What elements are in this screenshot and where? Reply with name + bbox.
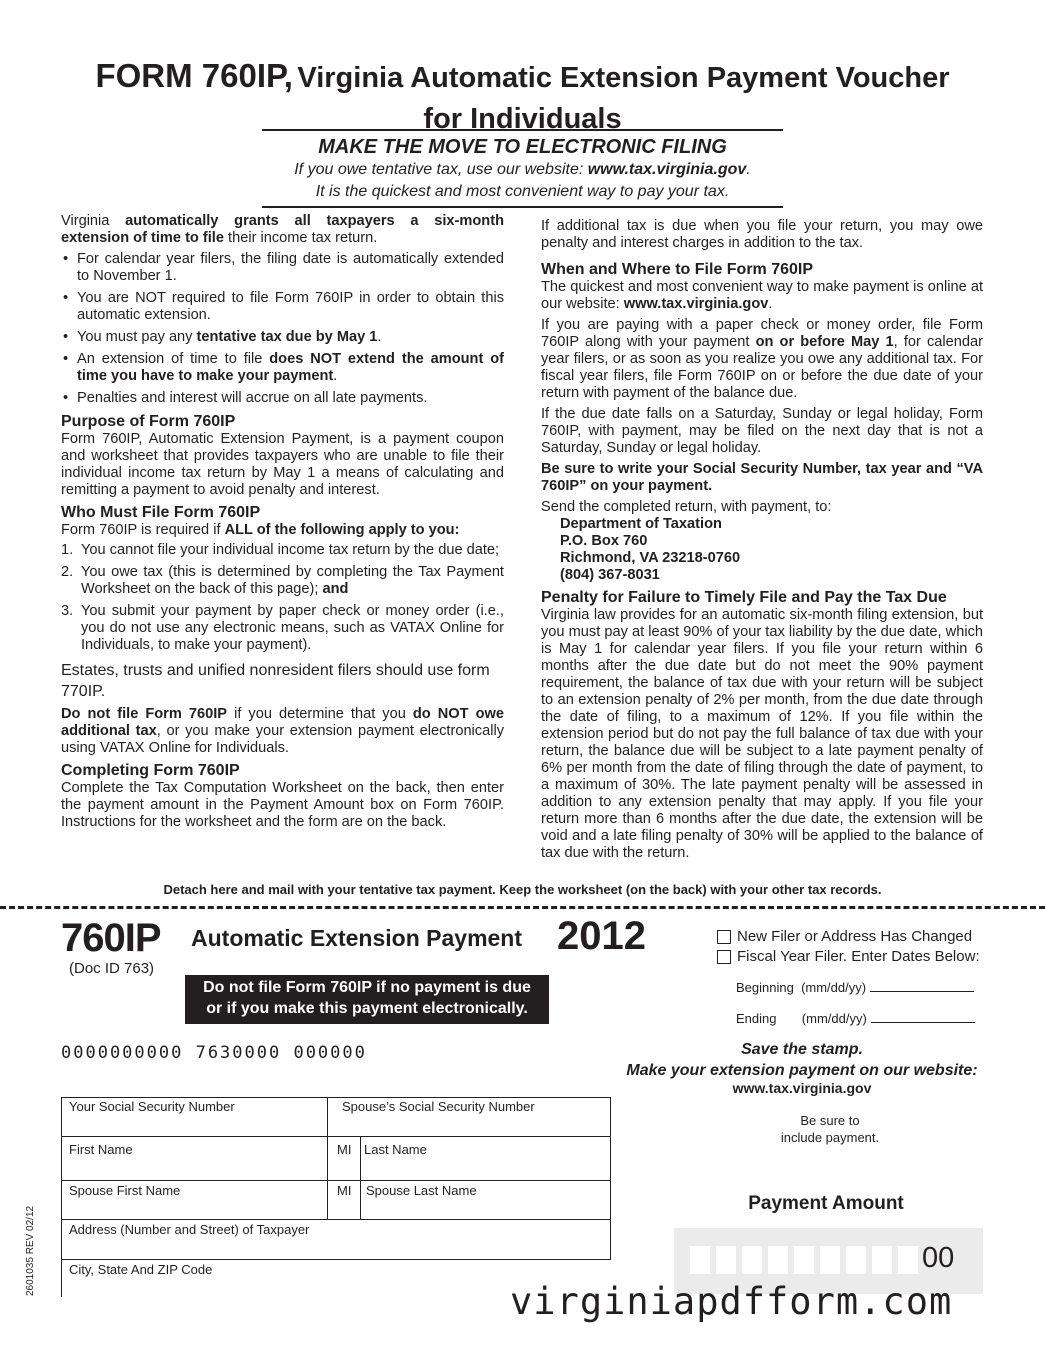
payment-digit-cell[interactable]: [872, 1246, 892, 1274]
additional-tax-paragraph: If additional tax is due when you file your return, you may owe penalty and interest charges in addition to the tax.: [541, 218, 983, 251]
intro-end: their income tax return.: [223, 230, 378, 246]
intro-bullets: [61, 251, 504, 407]
ending-date-field: [736, 1011, 975, 1026]
voucher-form-number: 760IP: [61, 916, 161, 960]
when-paragraph-1: [541, 279, 983, 313]
donot-text-2: , or you make your extension payment electronically using VATAX Online for Individuals.: [61, 723, 504, 756]
address-line-3: Richmond, VA 23218-0760: [560, 550, 741, 566]
be-sure-paragraph: Be sure to write your Social Security Number, tax year and “VA 760IP” on your payment.: [541, 461, 983, 494]
payment-digit-cell[interactable]: [768, 1246, 788, 1274]
field-rule: [61, 1259, 611, 1260]
estates-paragraph: Estates, trusts and unified nonresident filers should use form 770IP.: [61, 662, 490, 700]
intro-bold: automatically grants all taxpayers a six-month extension of time to file: [61, 213, 504, 246]
address-line-1: Department of Taxation: [560, 516, 722, 532]
revision-code: 2601035 REV 02/12: [25, 1205, 36, 1296]
bullet-3-text: You must pay any: [77, 329, 197, 345]
bullet-3-end: .: [377, 329, 382, 345]
bullet-3: [61, 329, 504, 346]
new-filer-checkbox[interactable]: [717, 928, 972, 945]
who-item-3-text: You submit your payment by paper check or money order (i.e., you do not use any electronic means, such as VATAX Online for Individuals, to make your payment).: [81, 603, 504, 653]
who-item-2: [61, 564, 504, 598]
who-item-3-num: 3.: [61, 603, 74, 619]
bullet-4-text: An extension of time to file: [77, 351, 270, 367]
efile-line2: It is the quickest and most convenient way to pay your tax.: [315, 183, 730, 200]
efile-line1-end: .: [746, 161, 751, 178]
who-paragraph: [61, 522, 504, 539]
donot-bold-1: Do not file Form 760IP: [61, 706, 228, 722]
ssn-field[interactable]: Your Social Security Number: [69, 1099, 235, 1114]
spouse-first-name-field[interactable]: Spouse First Name: [69, 1183, 181, 1198]
payment-digit-cell[interactable]: [742, 1246, 762, 1274]
ending-format: (mm/dd/yy): [801, 1011, 867, 1026]
payment-digit-cell[interactable]: [794, 1246, 814, 1274]
warning-box: [185, 975, 549, 1024]
purpose-paragraph: Form 760IP, Automatic Extension Payment, is a payment coupon and worksheet that provides taxpayers who are unable to file their individual income tax return by May 1 a means of calculating and remitting a payment to avoid penalty and interest.: [61, 431, 504, 498]
when-paragraph-3: If the due date falls on a Saturday, Sunday or legal holiday, Form 760IP, with payment, may be filed on the next day that is not a Saturday, Sunday or legal holiday.: [541, 406, 983, 456]
ending-date-input[interactable]: [871, 1022, 975, 1023]
field-rule: [61, 1180, 611, 1181]
donot-bold-2: do NOT owe additional tax: [61, 706, 504, 739]
beginning-date-input[interactable]: [870, 991, 974, 992]
header-rule-top: [262, 129, 783, 131]
left-column: [61, 213, 504, 835]
spouse-ssn-field[interactable]: Spouse’s Social Security Number: [342, 1099, 535, 1114]
when-p1-url[interactable]: www.tax.virginia.gov: [623, 296, 769, 312]
spouse-mi-field[interactable]: MI: [337, 1183, 352, 1198]
payment-digit-cell[interactable]: [716, 1246, 736, 1274]
checkbox-square-icon[interactable]: [717, 950, 731, 964]
voucher-title: Automatic Extension Payment: [191, 925, 523, 951]
completing-paragraph: Complete the Tax Computation Worksheet on the back, then enter the payment amount in the Payment Amount box on Form 760IP. Instructions for the worksheet and the form are on the back.: [61, 780, 504, 830]
tax-year: 2012: [557, 914, 646, 958]
payment-digit-cell[interactable]: [820, 1246, 840, 1274]
first-name-field[interactable]: First Name: [69, 1142, 133, 1157]
city-state-zip-field[interactable]: City, State And ZIP Code: [69, 1262, 213, 1277]
address-phone: (804) 367-8031: [560, 567, 660, 583]
beginning-date-field: [736, 980, 974, 995]
include-payment-note: [730, 1112, 930, 1146]
include-payment-line-2: include payment.: [780, 1130, 880, 1145]
who-text: Form 760IP is required if: [61, 522, 225, 538]
field-rule: [327, 1097, 328, 1219]
who-item-1: [61, 542, 504, 559]
fiscal-year-checkbox[interactable]: [717, 948, 980, 965]
field-rule: [610, 1097, 611, 1260]
penalty-heading: Penalty for Failure to Timely File and Pay the Tax Due: [541, 589, 947, 606]
who-item-3: [61, 603, 504, 654]
make-payment-text: Make your extension payment on our website:: [626, 1062, 978, 1079]
include-payment-line-1: Be sure to: [800, 1113, 860, 1128]
efile-banner: [0, 135, 1045, 203]
title-part2: for Individuals: [423, 103, 622, 135]
intro-text: Virginia: [61, 213, 126, 229]
save-stamp-message: [612, 1039, 992, 1081]
bullet-4-end: .: [333, 368, 338, 384]
purpose-heading: Purpose of Form 760IP: [61, 413, 236, 430]
voucher-website[interactable]: www.tax.virginia.gov: [732, 1080, 872, 1096]
bullet-4: [61, 351, 504, 385]
address-line-2: P.O. Box 760: [560, 533, 648, 549]
when-p2-bold: on or before May 1: [755, 334, 894, 350]
intro-paragraph: [61, 213, 504, 247]
field-rule: [61, 1219, 611, 1220]
mailing-address: [560, 516, 983, 584]
bullet-1: • For calendar year filers, the filing date is automatically extended to November 1.: [61, 251, 504, 285]
bullet-2: • You are NOT required to file Form 760IP in order to obtain this automatic extension.: [61, 290, 504, 324]
payment-amount-label: Payment Amount: [748, 1193, 904, 1214]
when-p2-end: , for calendar year filers, or as soon as you realize you owe any additional tax. For fiscal year filers, file Form 760IP on or before the due date of your return with payment of the balance due.: [541, 334, 983, 401]
field-rule: [61, 1136, 611, 1137]
efile-line1: [0, 159, 1045, 181]
payment-digit-cell[interactable]: [846, 1246, 866, 1274]
when-p1-end: .: [768, 296, 773, 312]
detach-line: [0, 906, 1045, 909]
send-paragraph: Send the completed return, with payment, to:: [541, 499, 832, 515]
completing-heading: Completing Form 760IP: [61, 762, 240, 779]
bullet-3-bold: tentative tax due by May 1: [196, 329, 378, 345]
who-bold: ALL of the following apply to you:: [224, 522, 460, 538]
bullet-4-bold: does NOT extend the amount of time you have to make your payment: [77, 351, 505, 384]
beginning-label: Beginning: [736, 980, 794, 995]
ending-label: Ending: [736, 1011, 777, 1026]
fiscal-year-label: Fiscal Year Filer. Enter Dates Below:: [737, 948, 980, 965]
mi-field[interactable]: MI: [337, 1142, 352, 1157]
payment-digit-cell[interactable]: [690, 1246, 710, 1274]
who-item-2-text: You owe tax (this is determined by completing the Tax Payment Worksheet on the back of this page);: [81, 564, 504, 597]
who-item-1-text: You cannot file your individual income tax return by the due date;: [81, 542, 500, 558]
who-list: [61, 542, 504, 654]
when-heading: When and Where to File Form 760IP: [541, 261, 814, 278]
who-item-1-num: 1.: [61, 542, 74, 558]
donot-paragraph: [61, 706, 504, 757]
who-item-2-bold: and: [322, 581, 349, 597]
efile-url[interactable]: www.tax.virginia.gov: [587, 161, 747, 178]
header-rule-bottom: [262, 206, 783, 208]
when-p2-text: If you are paying with a paper check or money order, file Form 760IP along with your payment: [541, 317, 983, 350]
when-p1-text: The quickest and most convenient way to make payment is online at our website:: [541, 279, 983, 312]
spouse-last-name-field[interactable]: Spouse Last Name: [366, 1183, 477, 1198]
title-part1: Virginia Automatic Extension Payment Voucher: [297, 62, 950, 94]
form-title: [0, 58, 1045, 137]
new-filer-label: New Filer or Address Has Changed: [737, 928, 973, 945]
scanline: 0000000000 7630000 000000: [61, 1043, 367, 1063]
checkbox-square-icon[interactable]: [717, 930, 731, 944]
efile-heading: MAKE THE MOVE TO ELECTRONIC FILING: [318, 136, 727, 158]
donot-text-1: if you determine that you: [227, 706, 413, 722]
penalty-paragraph: Virginia law provides for an automatic six-month filing extension, but you must pay at least 90% of your tax liability by the due date, which is May 1 for calendar year filers. If you file your return within 6 months after the due date but do not meet the 90% payment requirement, the balance of tax due with your return will be subject to an extension penalty of 2% per month, from the due date through the date of filing, to a maximum of 12%. If you file within the extension period but do not pay the full balance of tax due with your return, the balance due will be subject to a late payment penalty of 6% per month from the date of filing through the date of payment, to a maximum of 30%. The late payment penalty will be assessed in addition to any extension penalty that may apply. If you file your return more than 6 months after the due date, the extension will be void and a late filing penalty of 30% will be applied to the balance of tax due with the return.: [541, 607, 983, 861]
last-name-field[interactable]: Last Name: [364, 1142, 427, 1157]
when-paragraph-2: [541, 317, 983, 402]
right-column: [541, 218, 983, 866]
form-label: FORM 760IP,: [95, 57, 293, 94]
who-heading: Who Must File Form 760IP: [61, 504, 261, 521]
detach-instruction: Detach here and mail with your tentative tax payment. Keep the worksheet (on the back) with your other tax records.: [163, 882, 882, 897]
warning-line-1: Do not file Form 760IP if no payment is due: [203, 979, 531, 996]
who-item-2-num: 2.: [61, 564, 74, 580]
save-stamp-text: Save the stamp.: [741, 1041, 863, 1058]
bullet-5: • Penalties and interest will accrue on all late payments.: [61, 390, 504, 407]
beginning-format: (mm/dd/yy): [801, 980, 867, 995]
payment-cents: 00: [922, 1242, 955, 1274]
field-rule: [61, 1097, 611, 1098]
doc-id: (Doc ID 763): [69, 960, 155, 977]
payment-digit-cell[interactable]: [898, 1246, 918, 1274]
address-field[interactable]: Address (Number and Street) of Taxpayer: [69, 1222, 310, 1237]
efile-line1-text: If you owe tentative tax, use our website:: [294, 161, 588, 178]
warning-line-2: or if you make this payment electronically.: [206, 1000, 528, 1017]
field-rule: [360, 1136, 361, 1219]
field-rule: [61, 1097, 62, 1297]
watermark: virginiapdfform.com: [510, 1280, 953, 1323]
